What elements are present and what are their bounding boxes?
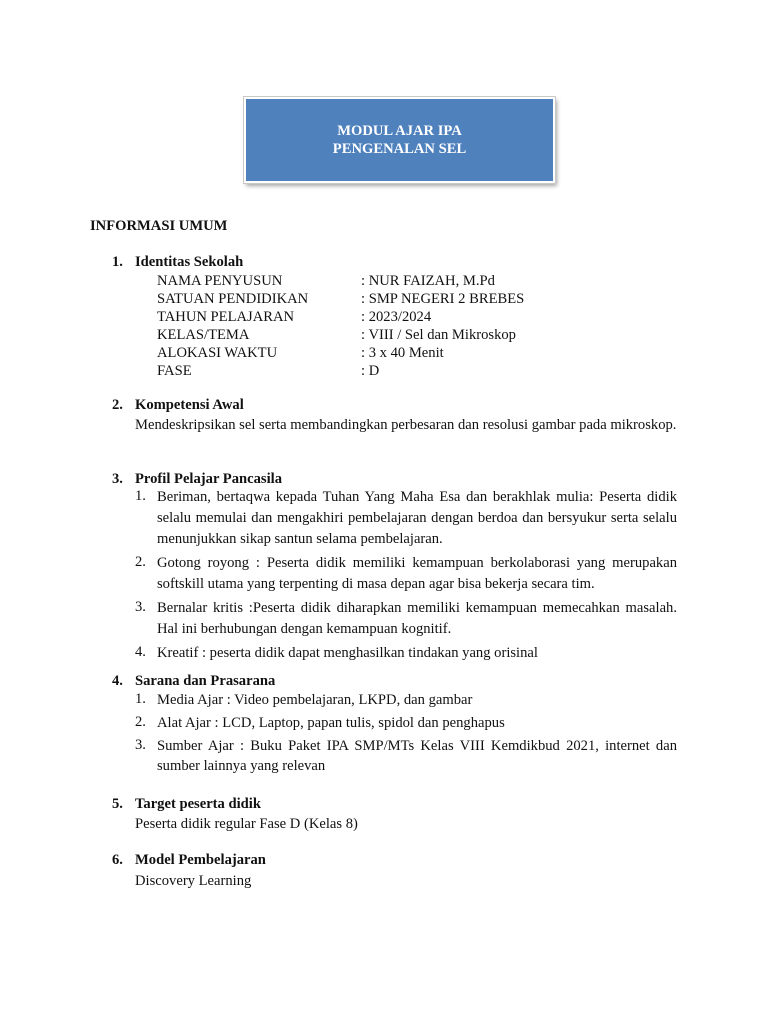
section-3-title: Profil Pelajar Pancasila — [135, 471, 282, 487]
identity-value: : VIII / Sel dan Mikroskop — [361, 327, 516, 343]
identity-row — [157, 290, 524, 308]
title-line-1: MODUL AJAR IPA — [337, 123, 462, 139]
identity-key: FASE — [157, 363, 192, 379]
identity-row — [157, 308, 524, 326]
list-item-number: 4. — [135, 644, 146, 660]
list-item — [135, 643, 677, 664]
identity-key: NAMA PENYUSUN — [157, 273, 283, 289]
identity-value: : D — [361, 363, 380, 379]
section-3-number: 3. — [112, 471, 123, 487]
list-item-text: Bernalar kritis :Peserta didik diharapkan memiliki kemampuan memecahkan masalah. Hal ini berhubungan dengan kemampuan kognitif. — [157, 600, 677, 637]
list-item — [135, 553, 677, 595]
identity-table — [157, 272, 524, 380]
list-item — [135, 690, 677, 710]
identity-key: SATUAN PENDIDIKAN — [157, 291, 309, 307]
list-item — [135, 598, 677, 640]
sarana-list — [135, 690, 677, 779]
list-item-text: Gotong royong : Peserta didik memiliki kemampuan berkolaborasi yang merupakan softskill utama yang terpenting di masa depan agar bisa bekerja secara tim. — [157, 555, 677, 592]
title-box — [244, 97, 555, 183]
list-item-text: Sumber Ajar : Buku Paket IPA SMP/MTs Kelas VIII Kemdikbud 2021, internet dan sumber lainnya yang relevan — [157, 738, 677, 774]
identity-row — [157, 272, 524, 290]
model-text: Discovery Learning — [135, 873, 252, 889]
list-item-number: 3. — [135, 599, 146, 615]
list-item-number: 2. — [135, 554, 146, 570]
identity-key: TAHUN PELAJARAN — [157, 309, 295, 325]
list-item-number: 3. — [135, 737, 146, 753]
list-item — [135, 713, 677, 733]
list-item-number: 1. — [135, 691, 146, 707]
identity-value: : SMP NEGERI 2 BREBES — [361, 291, 525, 307]
list-item — [135, 487, 677, 550]
kompetensi-text: Mendeskripsikan sel serta membandingkan perbesaran dan resolusi gambar pada mikroskop. — [135, 417, 677, 433]
section-6-title: Model Pembelajaran — [135, 852, 266, 868]
identity-value: : 2023/2024 — [361, 309, 432, 325]
profil-list — [135, 487, 677, 667]
list-item-number: 2. — [135, 714, 146, 730]
identity-value: : 3 x 40 Menit — [361, 345, 444, 361]
section-1-title: Identitas Sekolah — [135, 254, 244, 270]
identity-row — [157, 326, 524, 344]
identity-row — [157, 362, 524, 380]
section-1-number: 1. — [112, 254, 123, 270]
section-2-number: 2. — [112, 397, 123, 413]
list-item-text: Media Ajar : Video pembelajaran, LKPD, dan gambar — [157, 692, 473, 708]
section-5-title: Target peserta didik — [135, 796, 261, 812]
list-item-text: Alat Ajar : LCD, Laptop, papan tulis, spidol dan penghapus — [157, 715, 505, 731]
section-2-title: Kompetensi Awal — [135, 397, 244, 413]
section-heading: INFORMASI UMUM — [90, 218, 228, 234]
section-6-number: 6. — [112, 852, 123, 868]
target-text: Peserta didik regular Fase D (Kelas 8) — [135, 816, 358, 832]
list-item-text: Kreatif : peserta didik dapat menghasilkan tindakan yang orisinal — [157, 645, 538, 661]
section-4-title: Sarana dan Prasarana — [135, 673, 276, 689]
list-item — [135, 736, 677, 776]
section-5-number: 5. — [112, 796, 123, 812]
list-item-number: 1. — [135, 488, 146, 504]
identity-key: ALOKASI WAKTU — [157, 345, 278, 361]
identity-row — [157, 344, 524, 362]
identity-value: : NUR FAIZAH, M.Pd — [361, 273, 495, 289]
list-item-text: Beriman, bertaqwa kepada Tuhan Yang Maha Esa dan berakhlak mulia: Peserta didik selalu memulai dan mengakhiri pembelajaran dengan berdoa dan bersyukur serta selalu menunjukkan sikap santun selama pembelajaran. — [157, 489, 677, 547]
identity-key: KELAS/TEMA — [157, 327, 250, 343]
section-4-number: 4. — [112, 673, 123, 689]
title-line-2: PENGENALAN SEL — [332, 141, 467, 157]
